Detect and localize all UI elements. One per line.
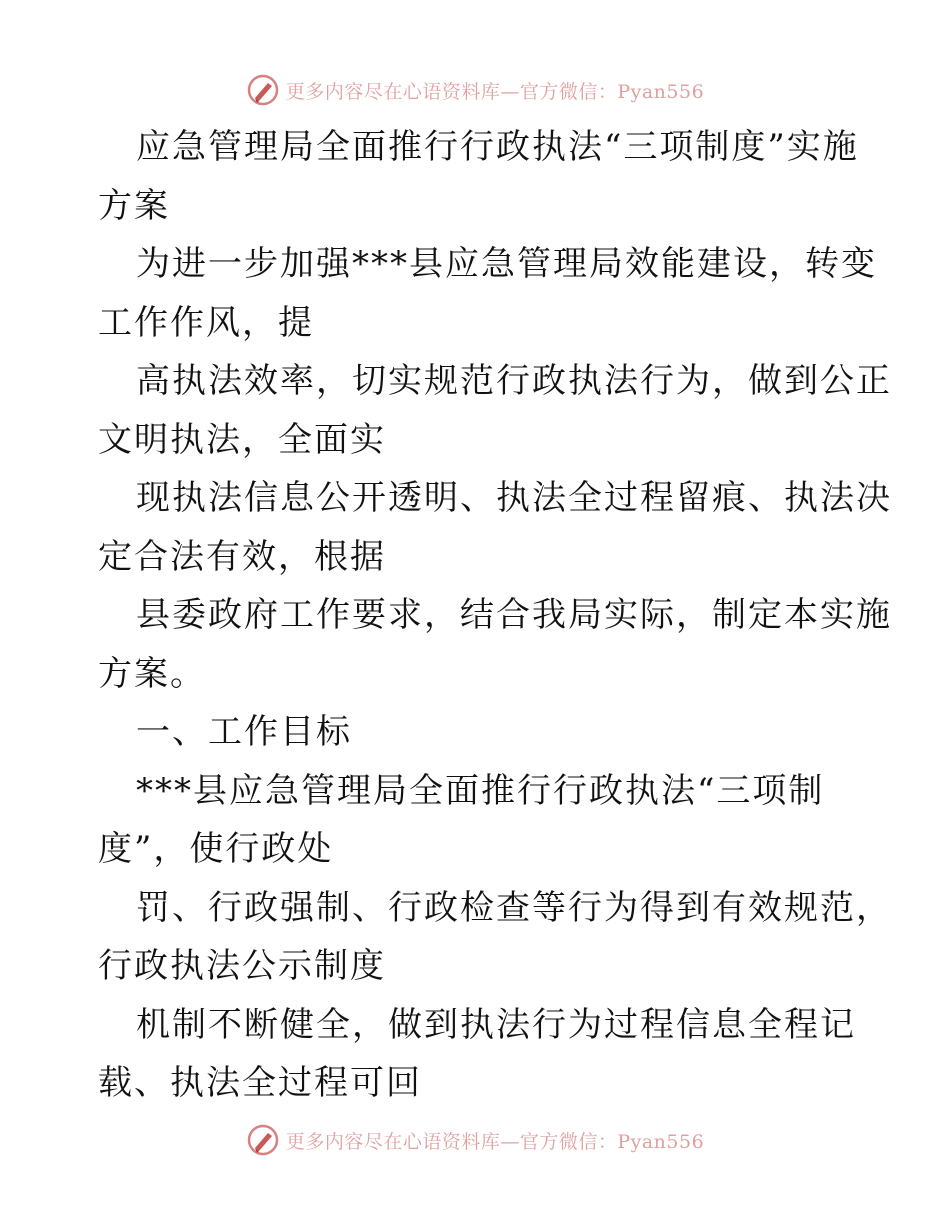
paragraph-line: 为进一步加强***县应急管理局效能建设，转变 [136,244,877,284]
watermark-text: 更多内容尽在心语资料库—官方微信：Pyan556 [285,80,705,103]
watermark-bottom [0,1120,950,1160]
paragraph-line: 行政执法公示制度 [98,946,386,986]
paragraph-line: 县委政府工作要求，结合我局实际，制定本实施 [136,595,892,635]
section-heading: 一、工作目标 [136,712,352,752]
paragraph-line: 机制不断健全，做到执法行为过程信息全程记 [136,1004,856,1045]
pen-circle-logo-icon [246,73,280,107]
watermark-top [0,70,950,110]
paragraph-line: 载、执法全过程可回 [98,1063,422,1103]
paragraph-line: 罚、行政强制、行政检查等行为得到有效规范， [136,887,892,928]
paragraph-line: 工作作风，提 [98,302,314,343]
paragraph-line: 现执法信息公开透明、执法全过程留痕、执法决 [136,478,892,518]
watermark-text: 更多内容尽在心语资料库—官方微信：Pyan556 [285,1130,705,1153]
paragraph-line: 文明执法，全面实 [98,419,386,460]
document-body [98,118,892,1113]
paragraph-line: ***县应急管理局全面推行行政执法“三项制 [136,770,825,811]
document-title-line-2: 方案 [98,185,170,226]
paragraph-line: 度”，使行政处 [98,829,334,869]
paragraph-line: 定合法有效，根据 [98,536,386,577]
paragraph-line: 高执法效率，切实规范行政执法行为，做到公正 [136,361,892,401]
document-title-line-1: 应急管理局全面推行行政执法“三项制度”实施 [136,127,859,167]
pen-circle-logo-icon [246,1123,280,1157]
paragraph-line: 方案。 [98,653,206,694]
